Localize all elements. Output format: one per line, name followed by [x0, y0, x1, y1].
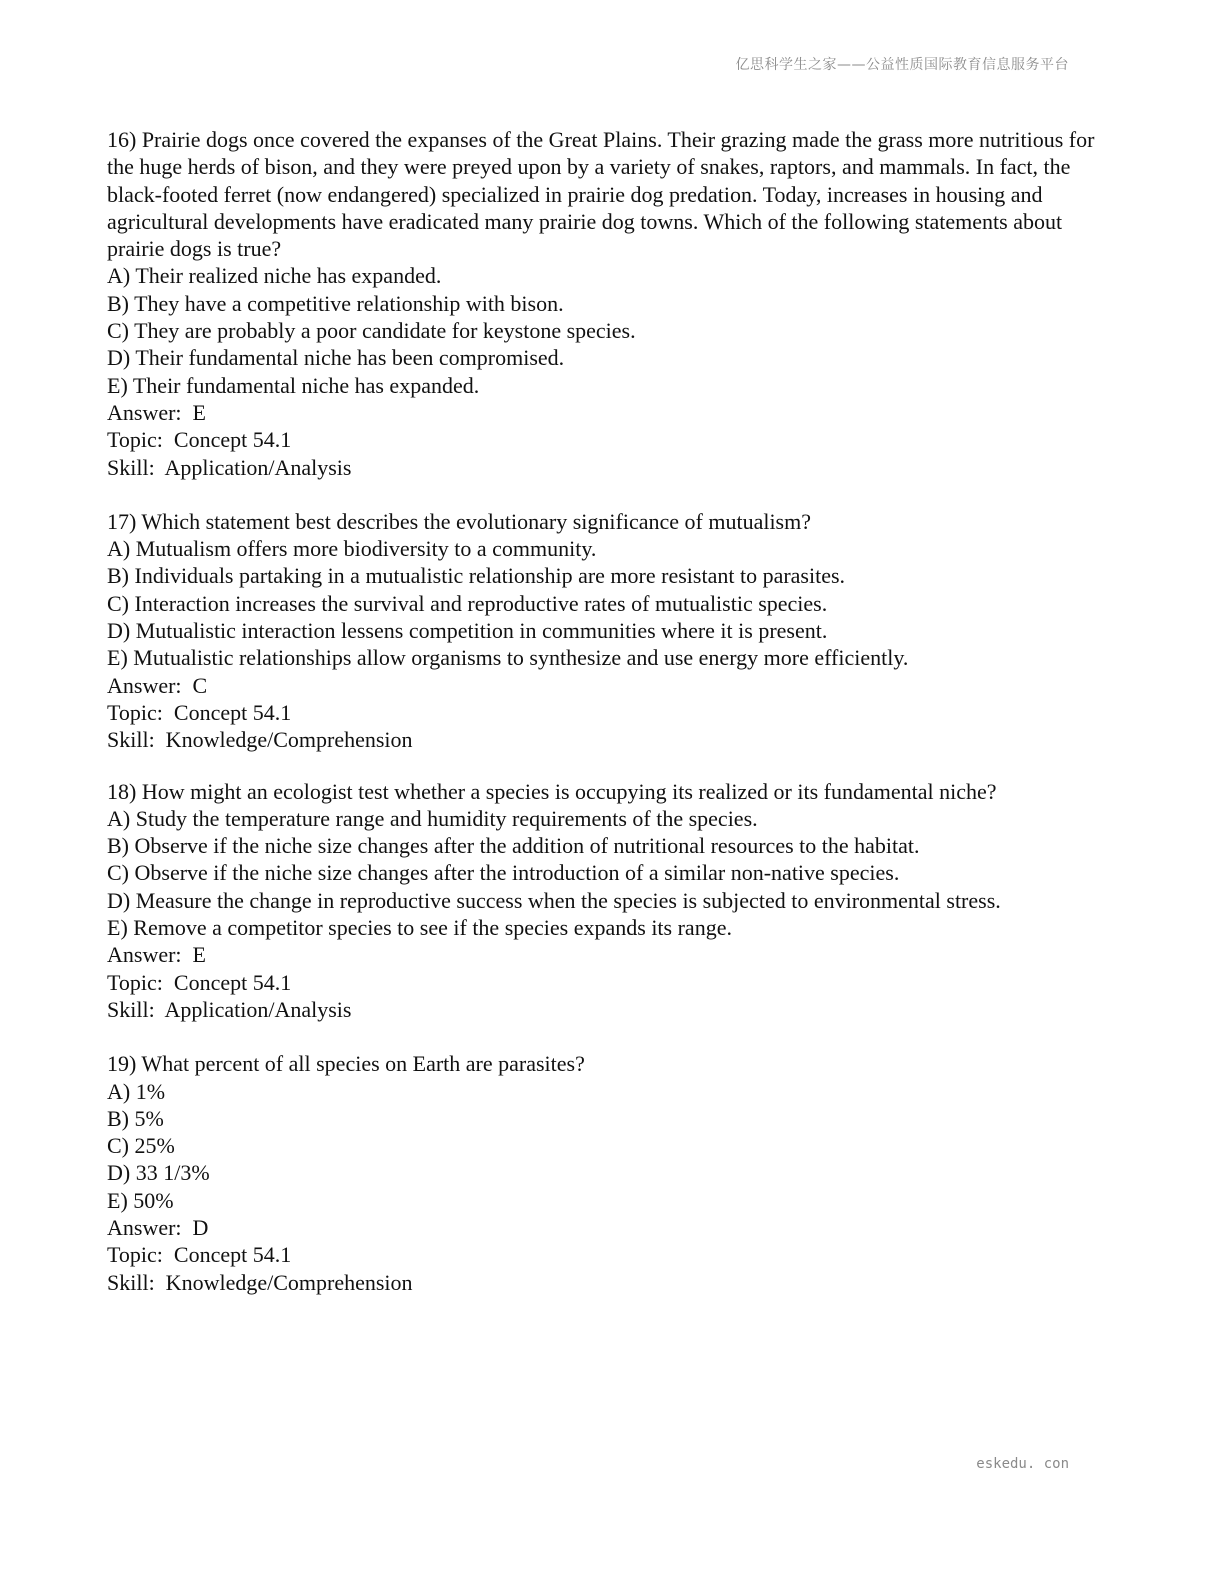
- option-a: A) Their realized niche has expanded.: [107, 263, 442, 289]
- question-stem: 16) Prairie dogs once covered the expanses of the Great Plains. Their grazing made the grass more nutritious for the huge herds of bison, and they were preyed upon by a variety of snakes, raptors, and mammals. In fact, the black-footed ferret (now endangered) specialized in prairie dog predation. Today, increases in housing and agricultural developments have eradicated many prairie dog towns. Which of the following statements about prairie dogs is true?: [107, 127, 1100, 262]
- question-19: [107, 1050, 1107, 1296]
- option-d: D) 33 1/3%: [107, 1160, 210, 1186]
- question-stem: 19) What percent of all species on Earth are parasites?: [107, 1051, 585, 1077]
- topic-line: Topic: Concept 54.1: [107, 969, 292, 995]
- option-c: C) They are probably a poor candidate for keystone species.: [107, 318, 636, 344]
- topic-line: Topic: Concept 54.1: [107, 427, 292, 453]
- question-16: [107, 126, 1107, 481]
- option-a: A) 1%: [107, 1078, 166, 1104]
- footer-watermark-text: eskedu. con: [976, 1456, 1069, 1472]
- option-d: D) Mutualistic interaction lessens competition in communities where it is present.: [107, 618, 828, 644]
- answer-line: Answer: E: [107, 942, 206, 968]
- option-b: B) 5%: [107, 1105, 164, 1131]
- option-c: C) Observe if the niche size changes after the introduction of a similar non-native species.: [107, 860, 900, 886]
- option-c: C) 25%: [107, 1133, 175, 1159]
- question-18: [107, 778, 1107, 1024]
- topic-line: Topic: Concept 54.1: [107, 699, 292, 725]
- answer-line: Answer: C: [107, 672, 208, 698]
- option-e: E) Their fundamental niche has expanded.: [107, 372, 480, 398]
- question-17: [107, 508, 1107, 754]
- answer-line: Answer: E: [107, 399, 206, 425]
- question-stem: 18) How might an ecologist test whether a species is occupying its realized or its fundamental niche?: [107, 778, 997, 804]
- option-a: A) Mutualism offers more biodiversity to a community.: [107, 536, 597, 562]
- answer-line: Answer: D: [107, 1214, 209, 1240]
- option-e: E) Remove a competitor species to see if the species expands its range.: [107, 915, 732, 941]
- header-watermark-text: 亿思科学生之家——公益性质国际教育信息服务平台: [735, 57, 1069, 73]
- skill-line: Skill: Knowledge/Comprehension: [107, 727, 413, 753]
- topic-line: Topic: Concept 54.1: [107, 1242, 292, 1268]
- option-d: D) Their fundamental niche has been compromised.: [107, 345, 565, 371]
- option-b: B) Individuals partaking in a mutualistic relationship are more resistant to parasites.: [107, 563, 846, 589]
- question-stem: 17) Which statement best describes the evolutionary significance of mutualism?: [107, 508, 811, 534]
- skill-line: Skill: Knowledge/Comprehension: [107, 1269, 413, 1295]
- skill-line: Skill: Application/Analysis: [107, 996, 352, 1022]
- option-c: C) Interaction increases the survival and reproductive rates of mutualistic species.: [107, 590, 828, 616]
- option-a: A) Study the temperature range and humidity requirements of the species.: [107, 805, 758, 831]
- option-d: D) Measure the change in reproductive success when the species is subjected to environmental stress.: [107, 887, 1001, 913]
- option-e: E) Mutualistic relationships allow organisms to synthesize and use energy more efficiently.: [107, 645, 909, 671]
- option-e: E) 50%: [107, 1187, 174, 1213]
- skill-line: Skill: Application/Analysis: [107, 454, 352, 480]
- document-body: [107, 126, 1107, 1323]
- option-b: B) Observe if the niche size changes after the addition of nutritional resources to the habitat.: [107, 833, 920, 859]
- option-b: B) They have a competitive relationship with bison.: [107, 290, 564, 316]
